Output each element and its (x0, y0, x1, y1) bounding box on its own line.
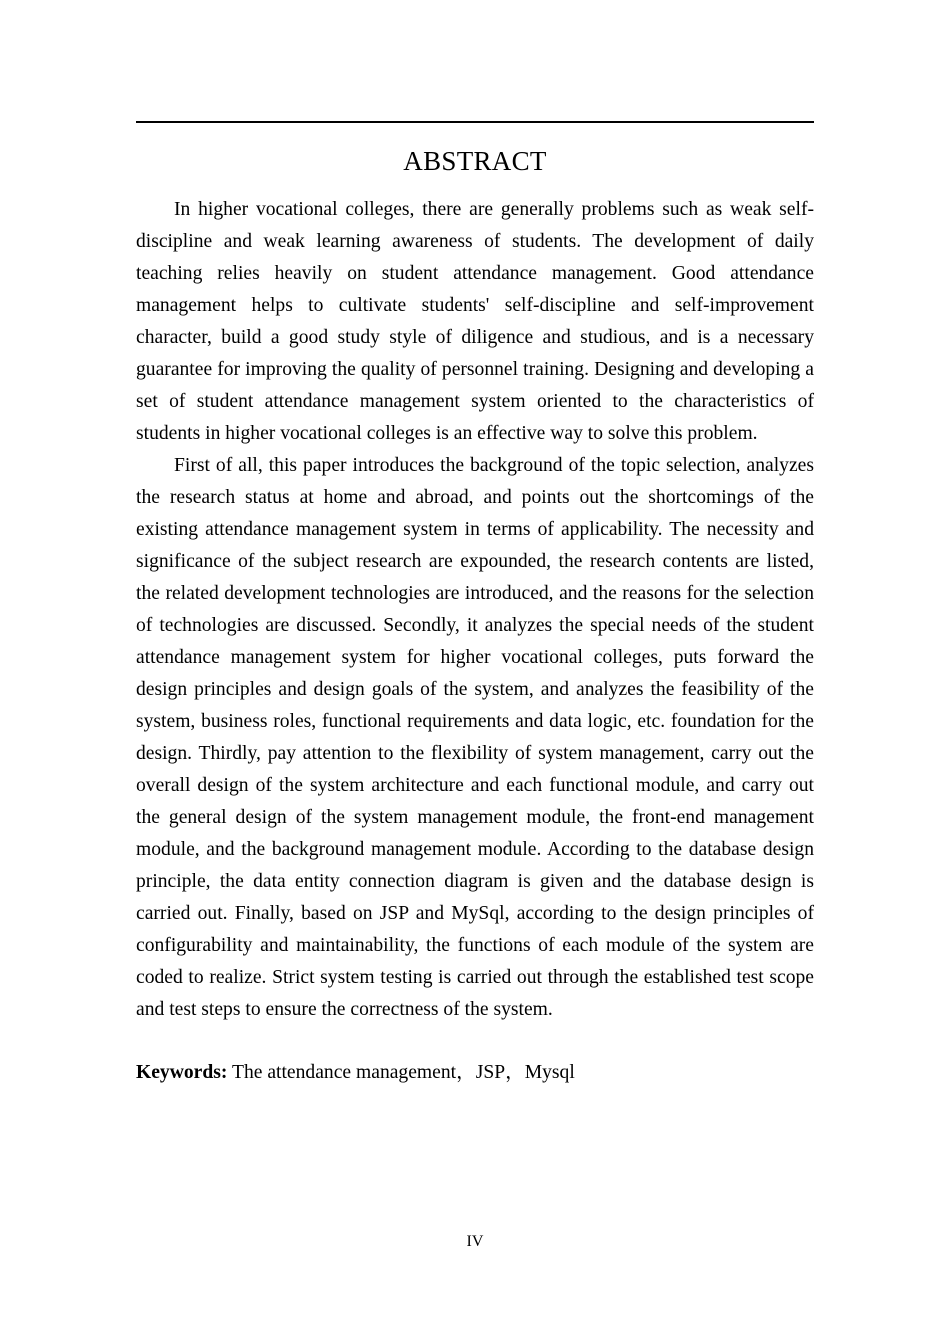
keywords-value: The attendance management，JSP，Mysql (227, 1062, 575, 1083)
keywords-label: Keywords: (136, 1062, 228, 1083)
abstract-body (136, 194, 814, 1089)
page-number: IV (466, 1233, 484, 1250)
page-content (136, 141, 814, 1089)
abstract-paragraph-1: In higher vocational colleges, there are generally problems such as weak self-discipline and weak learning awareness of students. The development of daily teaching relies heavily on student attendance management. Good attendance management helps to cultivate students' self-discipline and self-improvement character, build a good study style of diligence and studious, and is a necessary guarantee for improving the quality of personnel training. Designing and developing a set of student attendance management system oriented to the characteristics of students in higher vocational colleges is an effective way to solve this problem. (136, 199, 814, 444)
keywords-spacer (136, 1026, 814, 1057)
header-rule (136, 121, 814, 123)
keywords-line (136, 1057, 814, 1089)
abstract-paragraph-2: First of all, this paper introduces the background of the topic selection, analyzes the research status at home and abroad, and points out the shortcomings of the existing attendance management system in terms of applicability. The necessity and significance of the subject research are expounded, the research contents are listed, the related development technologies are introduced, and the reasons for the selection of technologies are discussed. Secondly, it analyzes the special needs of the student attendance management system for higher vocational colleges, puts forward the design principles and design goals of the system, and analyzes the feasibility of the system, business roles, functional requirements and data logic, etc. foundation for the design. Thirdly, pay attention to the flexibility of system management, carry out the overall design of the system architecture and each functional module, and carry out the general design of the system management module, the front-end management module, and the background management module. According to the database design principle, the data entity connection diagram is given and the database design is carried out. Finally, based on JSP and MySql, according to the design principles of configurability and maintainability, the functions of each module of the system are coded to realize. Strict system testing is carried out through the established test scope and test steps to ensure the correctness of the system. (136, 455, 814, 1020)
page-title: ABSTRACT (403, 146, 547, 176)
